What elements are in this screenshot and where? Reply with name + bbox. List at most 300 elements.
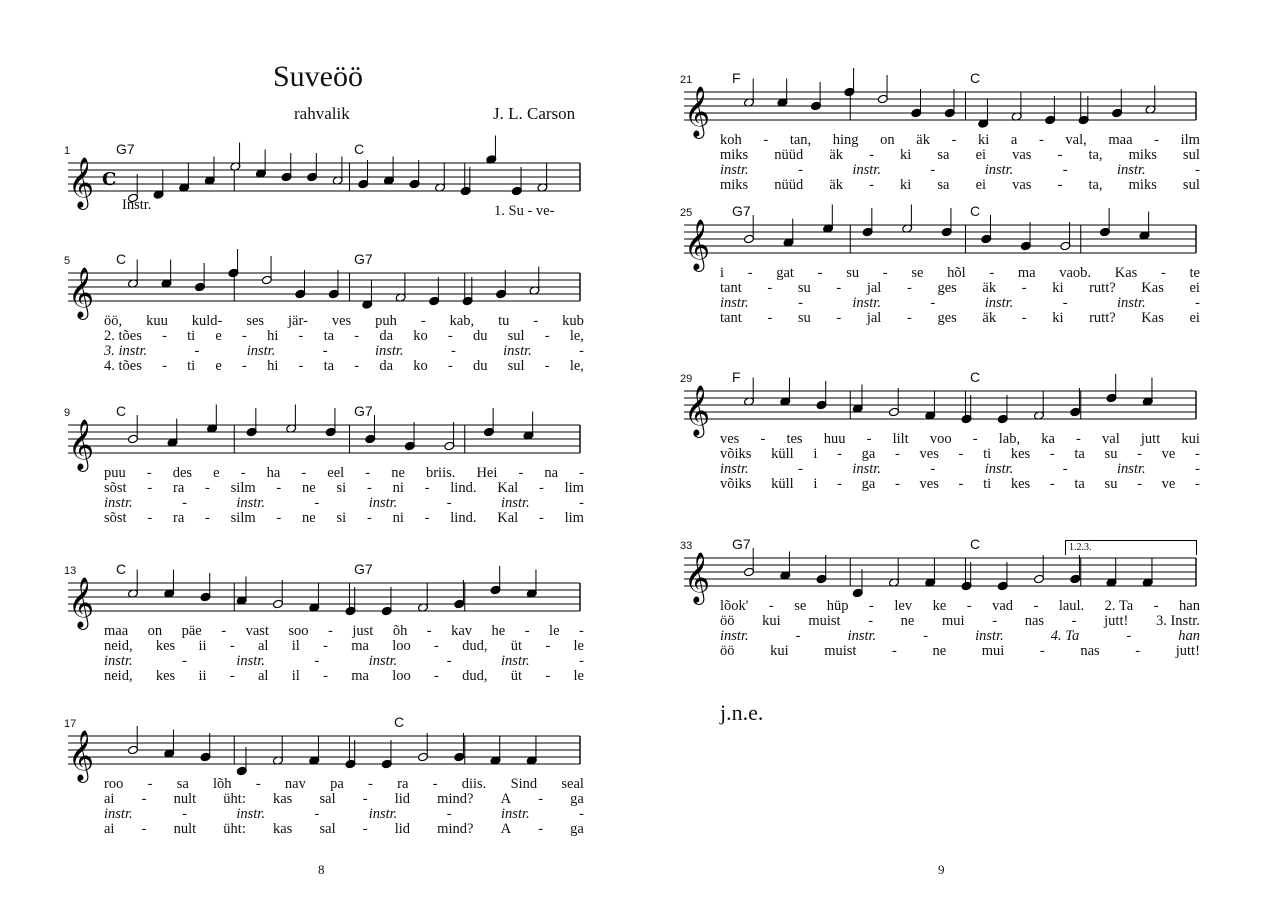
lyric-syllable: - xyxy=(1062,461,1068,477)
lyric-syllable: ko xyxy=(413,328,428,344)
lyric-syllable: - xyxy=(240,465,246,481)
lyric-syllable: lim xyxy=(564,480,584,496)
measure-number: 13 xyxy=(64,565,77,577)
chord-symbol: C xyxy=(970,536,981,552)
lyric-syllable: - xyxy=(869,598,874,614)
lyric-syllable: instr. xyxy=(984,295,1014,311)
lyric-syllable: - xyxy=(1038,132,1044,148)
music-system-1 xyxy=(64,141,584,225)
lyric-syllable: - xyxy=(1076,431,1081,447)
lyric-syllable: ti xyxy=(187,328,196,344)
lyric-syllable: lim xyxy=(564,510,584,526)
lyric-syllable: - xyxy=(579,343,584,359)
lyric-syllable: il xyxy=(291,668,300,684)
time-signature: C xyxy=(102,169,117,190)
lyric-syllable: instr. xyxy=(503,343,532,359)
lyric-syllable: - xyxy=(1062,295,1068,311)
treble-clef-icon: 𝄞 xyxy=(684,219,711,270)
lyric-syllable: jutt! xyxy=(1104,613,1129,629)
lyric-syllable: - xyxy=(767,310,773,326)
lyric-syllable: - xyxy=(989,265,995,281)
lyric-syllable: - xyxy=(869,147,874,163)
chord-symbol: F xyxy=(732,70,741,86)
lyric-syllable: miks xyxy=(720,177,749,193)
lyric-syllable: vad xyxy=(992,598,1013,614)
measure-number: 5 xyxy=(64,255,71,267)
lyric-syllable: - xyxy=(1057,177,1063,193)
lyric-syllable: instr. xyxy=(236,495,265,511)
lyric-syllable: instr. xyxy=(852,461,881,477)
lyric-syllable: tant xyxy=(720,280,742,296)
lyric-syllable: - xyxy=(1021,310,1027,326)
lyric-syllable: - xyxy=(544,358,550,374)
lyric-syllable: ko xyxy=(413,358,428,374)
lyric-syllable: - xyxy=(1049,446,1055,462)
lyric-syllable: lõh xyxy=(213,776,232,792)
lyric-syllable: al xyxy=(257,668,269,684)
lyric-syllable: du xyxy=(472,358,488,374)
lyric-syllable: neid, xyxy=(104,668,133,684)
lyric-syllable: miks xyxy=(720,147,749,163)
lyric-syllable: - xyxy=(798,162,803,178)
lyric-syllable: ilm xyxy=(1180,132,1200,148)
measure-number: 29 xyxy=(680,373,693,385)
lyric-syllable: instr. xyxy=(368,495,398,511)
lyric-syllable: 4. Ta xyxy=(1050,628,1080,644)
measure-number: 33 xyxy=(680,540,693,552)
lyric-syllable: - xyxy=(229,638,235,654)
treble-clef-icon: 𝄞 xyxy=(684,552,711,603)
lyric-syllable: e xyxy=(215,328,222,344)
lyric-syllable: instr. xyxy=(368,653,398,669)
lyric-syllable: nult xyxy=(173,821,197,837)
lyric-syllable: ei xyxy=(1189,310,1200,326)
lyric-syllable: sõst xyxy=(104,510,127,526)
lyric-syllable: - xyxy=(301,465,307,481)
lyric-syllable: - xyxy=(354,358,360,374)
lyric-syllable: kui xyxy=(770,643,789,659)
lyric-syllable: su xyxy=(1104,446,1118,462)
lyric-syllable: - xyxy=(923,628,929,644)
lyric-syllable: - xyxy=(1039,643,1045,659)
lyric-syllable: da xyxy=(379,328,393,344)
lyric-syllable: - xyxy=(229,668,235,684)
lyric-syllable: - xyxy=(365,465,371,481)
lyric-syllable: ta, xyxy=(1088,147,1103,163)
lyric-syllable: - xyxy=(930,295,936,311)
lyric-syllable: ra xyxy=(172,480,185,496)
lyric-syllable: - xyxy=(579,495,584,511)
measure-number: 25 xyxy=(680,207,693,219)
lyric-syllable: sul xyxy=(1182,147,1200,163)
lyric-syllable: instr. xyxy=(975,628,1004,644)
lyric-syllable: hi xyxy=(267,358,279,374)
lyric-syllable: eel xyxy=(327,465,345,481)
lyric-syllable: se xyxy=(911,265,924,281)
lyric-syllable: A xyxy=(500,791,512,807)
lyric-syllable: miks xyxy=(1128,147,1157,163)
lyric-syllable: sul xyxy=(1182,177,1200,193)
lyric-syllable: ga xyxy=(570,821,584,837)
lyric-syllable: - xyxy=(817,265,823,281)
lyric-line xyxy=(720,310,1200,327)
lyric-syllable: ii xyxy=(198,668,207,684)
lyric-syllable: se xyxy=(794,598,807,614)
lyric-syllable: - xyxy=(434,668,439,684)
lyric-syllable: instr. xyxy=(720,295,749,311)
lyric-syllable: pa xyxy=(330,776,344,792)
lyric-syllable: - xyxy=(141,791,147,807)
treble-clef-icon: 𝄞 xyxy=(68,730,95,781)
lyric-syllable: - xyxy=(298,328,304,344)
lyric-syllable: neid, xyxy=(104,638,133,654)
lyric-syllable: mui xyxy=(942,613,965,629)
lyric-syllable: - xyxy=(162,328,167,344)
measure-number: 17 xyxy=(64,718,77,730)
lyric-syllable: kuld- xyxy=(191,313,223,329)
lyric-syllable: ta xyxy=(323,328,335,344)
lyric-syllable: - xyxy=(760,431,766,447)
arranger: J. L. Carson xyxy=(493,104,576,123)
lyric-syllable: instr. xyxy=(236,806,265,822)
lyric-syllable: ves xyxy=(919,476,939,492)
lyric-syllable: ai xyxy=(104,821,115,837)
lyric-syllable: vas xyxy=(1012,147,1032,163)
lyric-syllable: ve xyxy=(1161,476,1176,492)
lyric-syllable: da xyxy=(379,358,393,374)
lyric-syllable: - xyxy=(579,623,584,639)
lyric-syllable: ga xyxy=(861,476,876,492)
lyric-syllable: ii xyxy=(198,638,207,654)
lyric-syllable: ki xyxy=(1052,280,1064,296)
lyric-syllable: - xyxy=(1135,643,1141,659)
lyric-syllable: i xyxy=(720,265,725,281)
treble-clef-icon: 𝄞 xyxy=(684,86,711,137)
treble-clef-icon: 𝄞 xyxy=(68,577,95,628)
lyric-syllable: le, xyxy=(569,328,584,344)
lyric-syllable: - xyxy=(194,343,200,359)
lyric-syllable: äk xyxy=(829,177,844,193)
lyric-syllable: ga xyxy=(570,791,584,807)
lyric-syllable: - xyxy=(951,132,957,148)
lyric-syllable: kav xyxy=(451,623,473,639)
lyric-syllable: instr. xyxy=(501,806,530,822)
lyric-syllable: - xyxy=(958,446,964,462)
lyric-syllable: ai xyxy=(104,791,115,807)
lyric-syllable: ne xyxy=(932,643,947,659)
lyric-syllable: nult xyxy=(173,791,197,807)
chord-symbol: G7 xyxy=(354,561,373,577)
lyric-syllable: instr. xyxy=(368,806,398,822)
lyric-syllable: öö xyxy=(720,643,735,659)
lyric-syllable: - xyxy=(205,480,210,496)
lyric-syllable: kab, xyxy=(449,313,475,329)
lyric-syllable: Kal xyxy=(497,510,519,526)
volta-label: 1.2.3. xyxy=(1069,542,1092,553)
lyric-syllable: - xyxy=(544,328,550,344)
lyric-syllable: nas xyxy=(1024,613,1045,629)
lyric-syllable: - xyxy=(836,280,842,296)
lyric-syllable: le xyxy=(549,623,560,639)
lyric-syllable: sa xyxy=(937,147,950,163)
lyric-syllable: vas xyxy=(1012,177,1032,193)
lyric-syllable: 2. Ta xyxy=(1104,598,1134,614)
lyric-syllable: - xyxy=(906,280,912,296)
lyric-syllable: - xyxy=(1195,446,1200,462)
lyric-syllable: val, xyxy=(1065,132,1087,148)
music-system-17 xyxy=(64,714,584,843)
lyric-syllable: ta xyxy=(1074,446,1085,462)
measure-number: 21 xyxy=(680,74,693,86)
music-system-25 xyxy=(680,203,1200,332)
lyric-syllable: lid xyxy=(394,821,411,837)
chord-symbol: C xyxy=(394,714,405,730)
lyric-syllable: ki xyxy=(900,147,912,163)
lyric-syllable: instr. xyxy=(104,495,133,511)
lyric-syllable: le xyxy=(573,638,584,654)
lyric-syllable: - xyxy=(966,598,972,614)
lyric-syllable: - xyxy=(868,613,874,629)
lyric-syllable: le xyxy=(573,668,584,684)
lyric-syllable: sul xyxy=(507,358,525,374)
lyric-syllable: just xyxy=(352,623,374,639)
lyric-syllable: küll xyxy=(771,476,794,492)
lyric-syllable: Kal xyxy=(497,480,519,496)
lyric-syllable: - xyxy=(524,623,530,639)
treble-clef-icon: 𝄞 xyxy=(68,419,95,470)
lyric-syllable: val xyxy=(1102,431,1120,447)
music-system-29 xyxy=(680,369,1200,498)
lyric-syllable: instr. xyxy=(984,162,1014,178)
lyric-line xyxy=(720,177,1200,194)
lyric-syllable: - xyxy=(579,653,584,669)
lyric-syllable: - xyxy=(182,806,187,822)
lyric-syllable: äk xyxy=(916,132,930,148)
lyric-syllable: ma xyxy=(1017,265,1036,281)
lyric-syllable: rutt? xyxy=(1089,280,1116,296)
lyric-syllable: silm xyxy=(230,480,256,496)
instrument-label: Instr. xyxy=(122,197,152,213)
lyric-line xyxy=(720,476,1200,493)
lyric-syllable: instr. xyxy=(852,162,881,178)
lyric-syllable: su xyxy=(797,310,811,326)
lyric-syllable: võiks xyxy=(720,476,752,492)
lyric-syllable: - xyxy=(182,653,187,669)
lyric-syllable: te xyxy=(1189,265,1200,281)
chord-symbol: C xyxy=(970,369,981,385)
lyric-syllable: instr. xyxy=(104,653,133,669)
chord-symbol: C xyxy=(354,141,365,157)
measure-number: 9 xyxy=(64,407,71,419)
lyric-syllable: lind. xyxy=(450,480,477,496)
lyric-syllable: üht: xyxy=(223,791,246,807)
lyric-syllable: - xyxy=(930,461,936,477)
lyric-syllable: ni xyxy=(392,510,404,526)
lyric-syllable: loo xyxy=(392,668,411,684)
lyric-syllable: kui xyxy=(762,613,781,629)
lyric-syllable: on xyxy=(880,132,895,148)
lyric-syllable: A xyxy=(500,821,512,837)
chord-symbol: C xyxy=(116,403,127,419)
lyric-syllable: instr. xyxy=(246,343,276,359)
lyric-syllable: kes xyxy=(155,668,176,684)
lyric-syllable: - xyxy=(1137,476,1142,492)
lyric-syllable: puu xyxy=(104,465,126,481)
lyric-syllable: e xyxy=(215,358,222,374)
lyric-syllable: instr. xyxy=(501,495,530,511)
lyric-syllable: Kas xyxy=(1114,265,1138,281)
lyric-syllable: - xyxy=(767,280,773,296)
lyric-syllable: Kas xyxy=(1141,310,1164,326)
lyric-syllable: vaob. xyxy=(1059,265,1092,281)
lyric-syllable: instr. xyxy=(984,461,1014,477)
lyric-syllable: - xyxy=(242,358,247,374)
lyric-syllable: dud, xyxy=(462,638,488,654)
lyric-syllable: instr. xyxy=(720,162,749,178)
lyric-syllable: - xyxy=(424,480,430,496)
lyric-syllable: voo xyxy=(929,431,952,447)
lyric-syllable: äk xyxy=(982,280,997,296)
lyric-syllable: sa xyxy=(937,177,950,193)
lyric-syllable: küll xyxy=(771,446,794,462)
lyric-syllable: jutt xyxy=(1140,431,1161,447)
lyric-syllable: - xyxy=(221,623,227,639)
lyric-syllable: laul. xyxy=(1058,598,1085,614)
music-system-9 xyxy=(64,403,584,532)
lyric-syllable: - xyxy=(894,446,900,462)
lyric-syllable: - xyxy=(276,510,282,526)
lyric-syllable: - xyxy=(147,480,153,496)
lyric-syllable: - xyxy=(906,310,912,326)
lyric-syllable: - xyxy=(141,821,147,837)
lyric-syllable: ves xyxy=(720,431,740,447)
lyric-syllable: 4. tões xyxy=(104,358,142,374)
lyric-syllable: - xyxy=(763,132,769,148)
lyric-syllable: kub xyxy=(562,313,584,329)
lyric-syllable: instr. xyxy=(501,653,530,669)
lyric-syllable: mind? xyxy=(437,821,474,837)
lyric-syllable: loo xyxy=(392,638,411,654)
lyric-syllable: - xyxy=(205,510,210,526)
lyric-syllable: - xyxy=(1195,461,1200,477)
lyric-syllable: - xyxy=(1126,628,1132,644)
lyric-syllable: ke xyxy=(932,598,947,614)
lyric-syllable: ne xyxy=(302,510,316,526)
lyric-syllable: - xyxy=(446,653,452,669)
lyric-syllable: le, xyxy=(569,358,584,374)
lyric-syllable: jal xyxy=(866,280,882,296)
lyric-syllable: - xyxy=(366,480,372,496)
lyric-syllable: ses xyxy=(246,313,265,329)
lyric-syllable: - xyxy=(538,791,544,807)
lyric-syllable: - xyxy=(1195,295,1200,311)
lyric-syllable: 3. instr. xyxy=(104,343,148,359)
lyric-syllable: muist xyxy=(808,613,841,629)
lyric-syllable: tant xyxy=(720,310,742,326)
song-origin: rahvalik xyxy=(294,104,350,123)
lyric-syllable: - xyxy=(1062,162,1068,178)
lyric-syllable: vast xyxy=(245,623,269,639)
lyric-syllable: jal xyxy=(866,310,882,326)
lyric-syllable: - xyxy=(866,431,872,447)
lyric-syllable: - xyxy=(1137,446,1142,462)
lyric-syllable: - xyxy=(366,510,372,526)
lyric-syllable: - xyxy=(533,313,539,329)
lyric-syllable: kuu xyxy=(146,313,168,329)
chord-symbol: C xyxy=(116,251,127,267)
lyric-syllable: i xyxy=(813,446,818,462)
lyric-syllable: nav xyxy=(284,776,306,792)
lyric-syllable: - xyxy=(1153,598,1159,614)
music-system-5 xyxy=(64,251,584,375)
lyric-syllable: lõok' xyxy=(720,598,749,614)
lyric-line xyxy=(104,510,584,527)
lyric-syllable: su xyxy=(1104,476,1118,492)
lyric-syllable: - xyxy=(894,476,900,492)
lyric-syllable: ta xyxy=(323,358,335,374)
lyric-syllable: - xyxy=(882,265,888,281)
chord-symbol: G7 xyxy=(354,403,373,419)
lyric-syllable: - xyxy=(1161,265,1166,281)
lyric-syllable: kas xyxy=(273,791,293,807)
lyric-syllable: võiks xyxy=(720,446,752,462)
lyric-syllable: si xyxy=(336,480,347,496)
treble-clef-icon: 𝄞 xyxy=(684,385,711,436)
lyric-syllable: - xyxy=(1057,147,1063,163)
chord-symbol: G7 xyxy=(354,251,373,267)
lyric-syllable: - xyxy=(836,310,842,326)
lyric-syllable: instr. xyxy=(720,628,749,644)
lyric-syllable: - xyxy=(446,495,452,511)
lyric-syllable: des xyxy=(172,465,193,481)
lyric-syllable: han xyxy=(1179,598,1200,614)
lyric-syllable: - xyxy=(255,776,261,792)
lyric-syllable: - xyxy=(958,476,964,492)
lyric-syllable: - xyxy=(837,476,842,492)
lyric-syllable: diis. xyxy=(461,776,487,792)
lyric-syllable: nüüd xyxy=(774,177,804,193)
lyric-syllable: jär- xyxy=(288,313,308,329)
lyric-syllable: tan, xyxy=(789,132,812,148)
lyric-syllable: ra xyxy=(397,776,409,792)
lyric-syllable: kes xyxy=(155,638,176,654)
lyric-syllable: ves xyxy=(919,446,939,462)
lyric-syllable: si xyxy=(336,510,347,526)
lyric-syllable: mui xyxy=(981,643,1005,659)
lyric-syllable: ti xyxy=(983,446,992,462)
lyric-syllable: mind? xyxy=(437,791,474,807)
lyric-syllable: õh xyxy=(392,623,408,639)
chord-symbol: F xyxy=(732,369,741,385)
lyric-syllable: du xyxy=(472,328,488,344)
staff xyxy=(64,718,584,781)
lyric-syllable: - xyxy=(538,510,544,526)
lyric-syllable: instr. xyxy=(852,295,881,311)
lyric-syllable: sõst xyxy=(104,480,127,496)
lyric-syllable: a xyxy=(1010,132,1018,148)
lyric-syllable: öö xyxy=(720,613,735,629)
lyric-syllable: - xyxy=(147,776,153,792)
lyric-syllable: - xyxy=(579,806,584,822)
lyric-syllable: ka xyxy=(1041,431,1055,447)
lyric-syllable: dud, xyxy=(462,668,488,684)
lyric-syllable: - xyxy=(147,510,153,526)
lyric-syllable: ti xyxy=(983,476,992,492)
right-page xyxy=(640,0,1280,920)
lyric-syllable: üt xyxy=(510,668,523,684)
lyric-syllable: instr. xyxy=(1117,295,1146,311)
lyric-syllable: tu xyxy=(498,313,510,329)
